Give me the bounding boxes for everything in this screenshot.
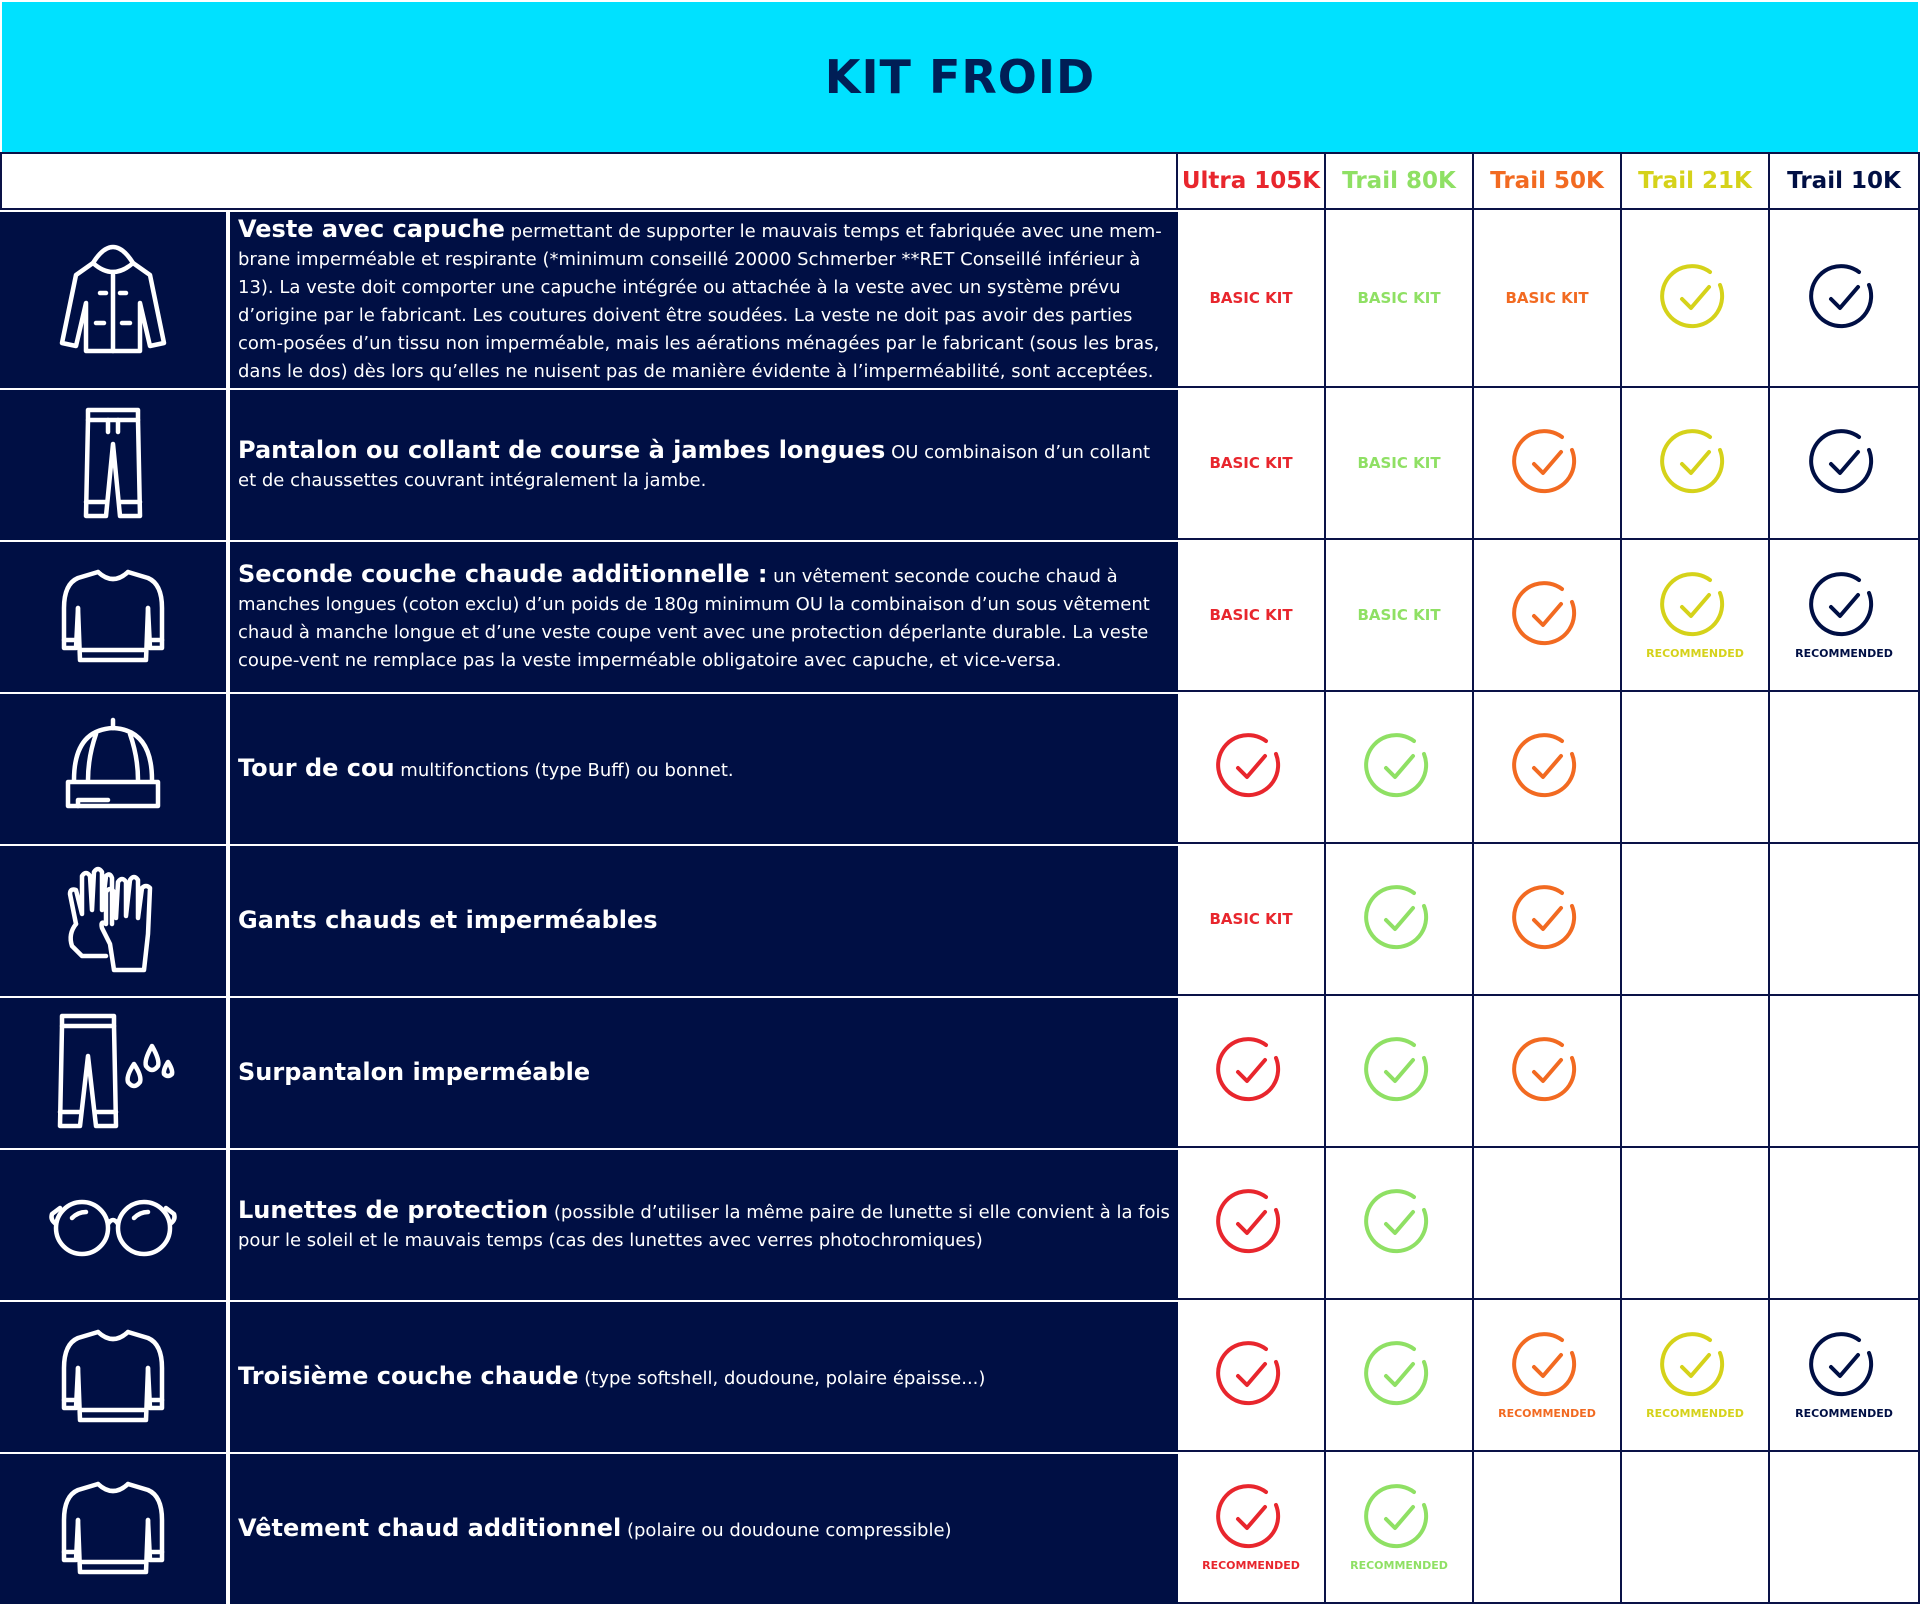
recommended-label: RECOMMENDED	[1350, 1558, 1448, 1572]
item-description-text	[238, 215, 1170, 386]
item-icon-cell	[0, 1300, 230, 1452]
item-description	[230, 1300, 1178, 1452]
requirement-cell	[1474, 844, 1622, 996]
check-icon	[1512, 428, 1582, 498]
requirement-cell	[1178, 540, 1326, 692]
waterproof-overpants-icon	[48, 1006, 178, 1141]
check-icon	[1364, 884, 1434, 954]
item-description	[230, 692, 1178, 844]
column-header-trail-80k: Trail 80K	[1326, 152, 1474, 210]
item-name: Surpantalon imperméable	[238, 1057, 591, 1086]
item-name: Gants chauds et imperméables	[238, 905, 658, 934]
gloves-icon	[48, 854, 178, 989]
check-icon	[1512, 1036, 1582, 1106]
item-description	[230, 1148, 1178, 1300]
basic-kit-label: BASIC KIT	[1209, 910, 1293, 928]
column-header-ultra-105k: Ultra 105K	[1178, 152, 1326, 210]
requirement-cell	[1326, 1148, 1474, 1300]
requirement-cell	[1622, 996, 1770, 1148]
check-icon	[1660, 428, 1730, 498]
item-description-text	[238, 1362, 1170, 1393]
requirement-cell	[1326, 1452, 1474, 1604]
requirement-cell	[1622, 540, 1770, 692]
requirement-cell	[1770, 388, 1920, 540]
check-icon	[1512, 884, 1582, 954]
requirement-cell	[1178, 692, 1326, 844]
requirement-cell	[1326, 210, 1474, 388]
check-icon	[1660, 1331, 1730, 1401]
item-details: (possible d’utiliser la même paire de lunette si elle convient à la fois pour le soleil et le mauvais temps (cas des lunettes avec verres photochromiques)	[238, 1201, 1170, 1251]
requirement-cell	[1474, 1452, 1622, 1604]
check-icon	[1809, 1331, 1879, 1401]
requirement-cell	[1474, 210, 1622, 388]
requirement-cell	[1770, 844, 1920, 996]
check-icon	[1809, 571, 1879, 641]
check-icon	[1660, 263, 1730, 333]
item-icon-cell	[0, 388, 230, 540]
item-details: un vêtement seconde couche chaud à manches longues (coton exclu) d’un poids de 180g minimum OU la combinaison d’un sous vêtement chaud à manche longue et d’une veste coupe vent avec une protection déperlante durable. La veste coupe-vent ne remplace pas la veste imperméable obligatoire avec capuche, et vice-versa.	[238, 565, 1150, 671]
requirement-cell	[1326, 540, 1474, 692]
item-description-text	[238, 1514, 1170, 1545]
requirement-cell	[1770, 1452, 1920, 1604]
item-name: Pantalon ou collant de course à jambes longues	[238, 435, 886, 464]
kit-table	[0, 152, 1920, 1604]
item-icon-cell	[0, 996, 230, 1148]
column-header-trail-10k: Trail 10K	[1770, 152, 1920, 210]
sweater-icon	[48, 1462, 178, 1597]
item-icon-cell	[0, 210, 230, 388]
item-description	[230, 210, 1178, 388]
item-icon-cell	[0, 1452, 230, 1604]
requirement-cell	[1622, 692, 1770, 844]
requirement-cell	[1326, 388, 1474, 540]
item-icon-cell	[0, 692, 230, 844]
requirement-cell	[1622, 1148, 1770, 1300]
check-icon	[1216, 1483, 1286, 1553]
item-details: permettant de supporter le mauvais temps et fabriquée avec une mem-brane imperméable et respirante (*minimum conseillé 20000 Schmerber **RET Conseillé inférieur à 13). La veste doit comporter une capuche intégrée ou attachée à la veste avec un système prévu d’origine par le fabricant. Les coutures doivent être soudées. La veste ne doit pas avoir des parties com-posées d’un tissu non imperméable, mais les aérations ménagées par le fabricant (sous les bras, dans le dos) dès lors qu’elles ne nuisent pas de manière évidente à l’imperméabilité, sont acceptées.	[238, 220, 1162, 382]
requirement-cell	[1622, 210, 1770, 388]
check-icon	[1512, 1331, 1582, 1401]
requirement-cell	[1474, 1148, 1622, 1300]
item-details: multifonctions (type Buff) ou bonnet.	[394, 759, 734, 781]
check-icon	[1512, 580, 1582, 650]
glasses-icon	[48, 1158, 178, 1293]
title-banner	[2, 2, 1918, 152]
table-corner	[0, 152, 1178, 210]
item-description	[230, 844, 1178, 996]
requirement-cell	[1770, 1300, 1920, 1452]
check-icon	[1364, 732, 1434, 802]
check-icon	[1216, 1188, 1286, 1258]
item-description-text	[238, 754, 1170, 785]
recommended-label: RECOMMENDED	[1795, 646, 1893, 660]
item-description	[230, 996, 1178, 1148]
requirement-cell	[1770, 210, 1920, 388]
check-icon	[1364, 1340, 1434, 1410]
sweater-icon	[48, 1310, 178, 1445]
requirement-cell	[1178, 996, 1326, 1148]
basic-kit-label: BASIC KIT	[1357, 606, 1441, 624]
check-icon	[1216, 732, 1286, 802]
check-icon	[1364, 1188, 1434, 1258]
requirement-cell	[1326, 844, 1474, 996]
requirement-cell	[1326, 692, 1474, 844]
requirement-cell	[1474, 388, 1622, 540]
item-name: Seconde couche chaude additionnelle :	[238, 559, 768, 588]
requirement-cell	[1178, 388, 1326, 540]
item-description	[230, 388, 1178, 540]
requirement-cell	[1326, 996, 1474, 1148]
item-icon-cell	[0, 1148, 230, 1300]
item-name: Lunettes de protection	[238, 1195, 549, 1224]
recommended-label: RECOMMENDED	[1202, 1558, 1300, 1572]
requirement-cell	[1622, 1300, 1770, 1452]
item-description-text	[238, 1196, 1170, 1255]
requirement-cell	[1474, 540, 1622, 692]
requirement-cell	[1622, 1452, 1770, 1604]
recommended-label: RECOMMENDED	[1646, 646, 1744, 660]
item-description	[230, 540, 1178, 692]
item-name: Tour de cou	[238, 753, 395, 782]
requirement-cell	[1474, 692, 1622, 844]
requirement-cell	[1770, 1148, 1920, 1300]
check-icon	[1364, 1483, 1434, 1553]
recommended-label: RECOMMENDED	[1646, 1406, 1744, 1420]
requirement-cell	[1770, 692, 1920, 844]
basic-kit-label: BASIC KIT	[1209, 454, 1293, 472]
item-icon-cell	[0, 844, 230, 996]
item-details: (polaire ou doudoune compressible)	[621, 1519, 952, 1541]
hooded-jacket-icon	[48, 233, 178, 368]
requirement-cell	[1770, 996, 1920, 1148]
column-header-trail-21k: Trail 21K	[1622, 152, 1770, 210]
item-description-text	[238, 1058, 1170, 1089]
basic-kit-label: BASIC KIT	[1209, 289, 1293, 307]
item-name: Veste avec capuche	[238, 214, 505, 243]
item-description	[230, 1452, 1178, 1604]
check-icon	[1660, 571, 1730, 641]
requirement-cell	[1622, 388, 1770, 540]
basic-kit-label: BASIC KIT	[1505, 289, 1589, 307]
check-icon	[1809, 428, 1879, 498]
item-description-text	[238, 436, 1170, 495]
page-title: KIT FROID	[824, 50, 1096, 104]
requirement-cell	[1326, 1300, 1474, 1452]
check-icon	[1216, 1036, 1286, 1106]
beanie-icon	[48, 702, 178, 837]
basic-kit-label: BASIC KIT	[1357, 289, 1441, 307]
requirement-cell	[1178, 1148, 1326, 1300]
requirement-cell	[1178, 210, 1326, 388]
item-description-text	[238, 906, 1170, 937]
check-icon	[1512, 732, 1582, 802]
item-details: OU combinaison d’un collant et de chaussettes couvrant intégralement la jambe.	[238, 441, 1151, 491]
requirement-cell	[1178, 1452, 1326, 1604]
requirement-cell	[1770, 540, 1920, 692]
item-name: Vêtement chaud additionnel	[238, 1513, 622, 1542]
column-header-trail-50k: Trail 50K	[1474, 152, 1622, 210]
requirement-cell	[1178, 1300, 1326, 1452]
requirement-cell	[1622, 844, 1770, 996]
basic-kit-label: BASIC KIT	[1209, 606, 1293, 624]
requirement-cell	[1474, 996, 1622, 1148]
requirement-cell	[1178, 844, 1326, 996]
long-pants-icon	[48, 398, 178, 533]
item-description-text	[238, 560, 1170, 675]
requirement-cell	[1474, 1300, 1622, 1452]
basic-kit-label: BASIC KIT	[1357, 454, 1441, 472]
item-name: Troisième couche chaude	[238, 1361, 579, 1390]
item-details: (type softshell, doudoune, polaire épaisse...)	[578, 1367, 986, 1389]
recommended-label: RECOMMENDED	[1795, 1406, 1893, 1420]
recommended-label: RECOMMENDED	[1498, 1406, 1596, 1420]
sweater-icon	[48, 550, 178, 685]
item-icon-cell	[0, 540, 230, 692]
check-icon	[1809, 263, 1879, 333]
check-icon	[1364, 1036, 1434, 1106]
check-icon	[1216, 1340, 1286, 1410]
